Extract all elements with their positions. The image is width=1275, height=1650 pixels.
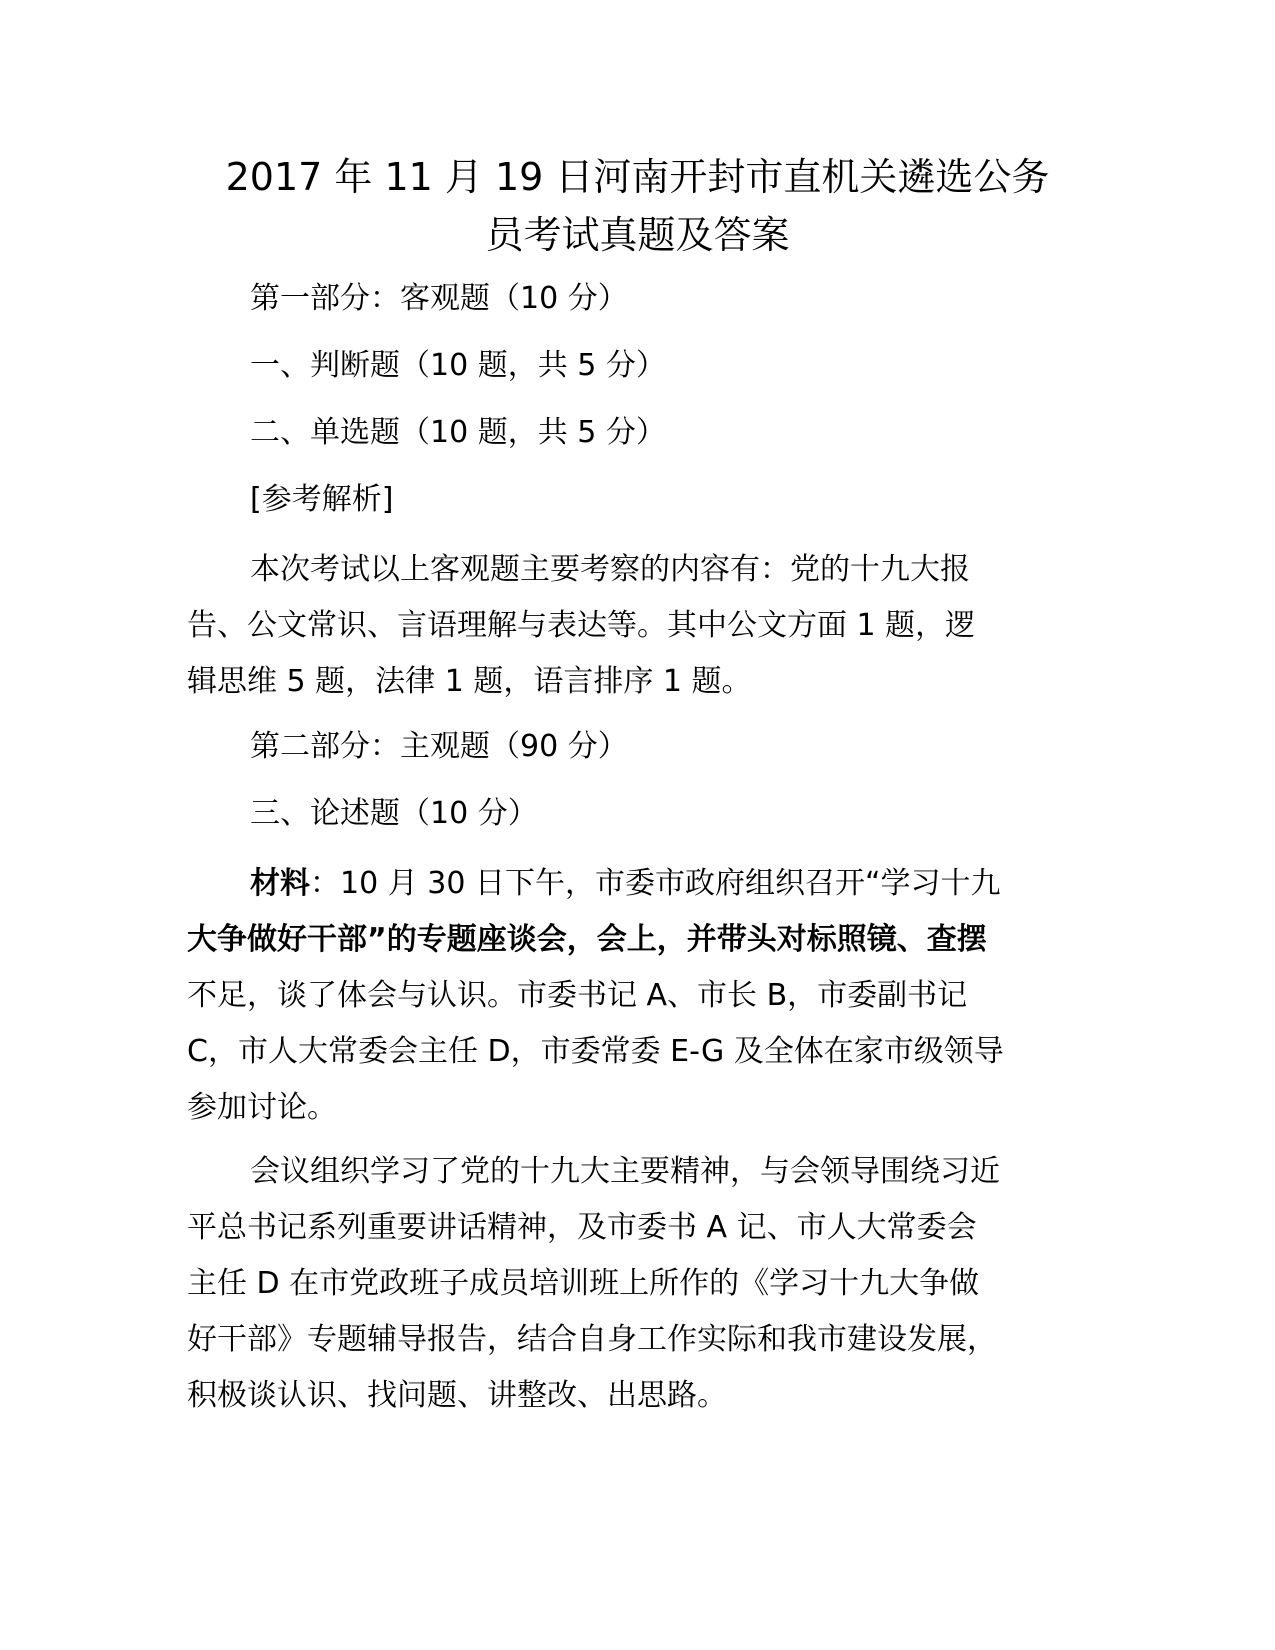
material-line <box>250 864 1001 904</box>
section2-heading: 二、单选题（10 题，共 5 分） <box>250 415 666 450</box>
material-line-rest: ：10 月 30 日下午，市委市政府组织召开“学习十九 <box>310 866 1001 901</box>
section3-heading: 三、论述题（10 分） <box>250 796 538 831</box>
material-line: 大争做好干部”的专题座谈会，会上，并带头对标照镜、查摆 <box>187 922 987 957</box>
meeting-line: 平总书记系列重要讲话精神，及市委书 A 记、市人大常委会 <box>187 1210 977 1245</box>
meeting-line: 积极谈认识、找问题、讲整改、出思路。 <box>187 1378 727 1413</box>
section1-heading: 一、判断题（10 题，共 5 分） <box>250 348 666 383</box>
analysis-line: 本次考试以上客观题主要考察的内容有：党的十九大报 <box>250 552 970 587</box>
reference-label: [参考解析] <box>250 482 394 517</box>
meeting-line: 好干部》专题辅导报告，结合自身工作实际和我市建设发展， <box>187 1322 997 1357</box>
material-line: C，市人大常委会主任 D，市委常委 E-G 及全体在家市级领导 <box>187 1034 1004 1069</box>
part2-heading: 第二部分：主观题（90 分） <box>250 729 628 764</box>
material-line: 不足，谈了体会与认识。市委书记 A、市长 B，市委副书记 <box>187 978 968 1013</box>
meeting-line: 会议组织学习了党的十九大主要精神，与会领导围绕习近 <box>250 1154 1000 1189</box>
material-line: 参加讨论。 <box>187 1090 337 1125</box>
analysis-line: 辑思维 5 题，法律 1 题，语言排序 1 题。 <box>187 664 752 699</box>
analysis-line: 告、公文常识、言语理解与表达等。其中公文方面 1 题，逻 <box>187 608 976 643</box>
meeting-line: 主任 D 在市党政班子成员培训班上所作的《学习十九大争做 <box>187 1266 980 1301</box>
title-line-1: 2017 年 11 月 19 日河南开封市直机关遴选公务 <box>225 155 1050 199</box>
document-title <box>160 148 1115 264</box>
part1-heading: 第一部分：客观题（10 分） <box>250 281 628 316</box>
title-line-2: 员考试真题及答案 <box>485 213 790 257</box>
material-label: 材料 <box>250 866 310 901</box>
